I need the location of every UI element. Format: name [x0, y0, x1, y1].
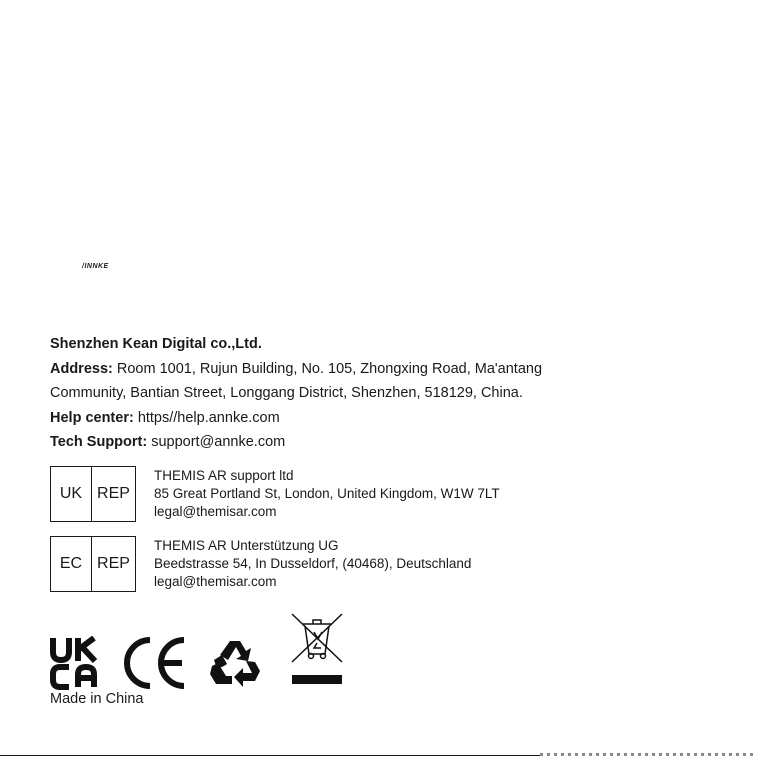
- ec-rep-name: THEMIS AR Unterstützung UG: [154, 538, 339, 553]
- company-info: [50, 332, 610, 455]
- ce-mark-icon: [122, 636, 192, 692]
- help-center-label: Help center:: [50, 409, 134, 426]
- uk-rep-box-right: REP: [97, 485, 130, 502]
- uk-rep-name: THEMIS AR support ltd: [154, 468, 294, 483]
- annke-logo: /INNKE: [82, 263, 109, 270]
- address-line2: Community, Bantian Street, Longgang District, Shenzhen, 518129, China.: [50, 385, 523, 401]
- recycle-icon: [208, 638, 262, 688]
- ec-rep-symbol: [50, 536, 136, 592]
- uk-rep-address: 85 Great Portland St, London, United Kingdom, W1W 7LT: [154, 486, 500, 501]
- page-divider: [0, 755, 540, 756]
- company-name: Shenzhen Kean Digital co.,Ltd.: [50, 336, 262, 352]
- help-center-link[interactable]: https//help.annke.com: [137, 409, 280, 426]
- uk-rep-block: [50, 466, 500, 522]
- ec-rep-block: [50, 536, 471, 592]
- tech-support-row: [50, 430, 610, 455]
- uk-rep-box-left: UK: [51, 467, 92, 521]
- uk-rep-details: [154, 467, 500, 522]
- ec-rep-details: [154, 537, 471, 592]
- help-center-row: [50, 406, 610, 431]
- made-in-label: Made in China: [50, 691, 144, 707]
- uk-rep-email[interactable]: legal@themisar.com: [154, 504, 277, 519]
- ec-rep-address: Beedstrasse 54, In Dusseldorf, (40468), Deutschland: [154, 556, 472, 571]
- uk-rep-symbol: [50, 466, 136, 522]
- ec-rep-box-right: REP: [97, 555, 130, 572]
- address-label: Address:: [50, 360, 113, 377]
- tech-support-label: Tech Support:: [50, 434, 148, 450]
- ec-rep-email[interactable]: legal@themisar.com: [154, 574, 277, 589]
- address-line1: Room 1001, Rujun Building, No. 105, Zhongxing Road, Ma'antang: [116, 360, 543, 377]
- address-row: [50, 357, 610, 382]
- cut-off-text-fragment: [540, 753, 757, 756]
- ec-rep-box-left: EC: [51, 537, 92, 591]
- weee-bin-icon: [290, 612, 344, 688]
- tech-support-email[interactable]: support@annke.com: [151, 434, 286, 450]
